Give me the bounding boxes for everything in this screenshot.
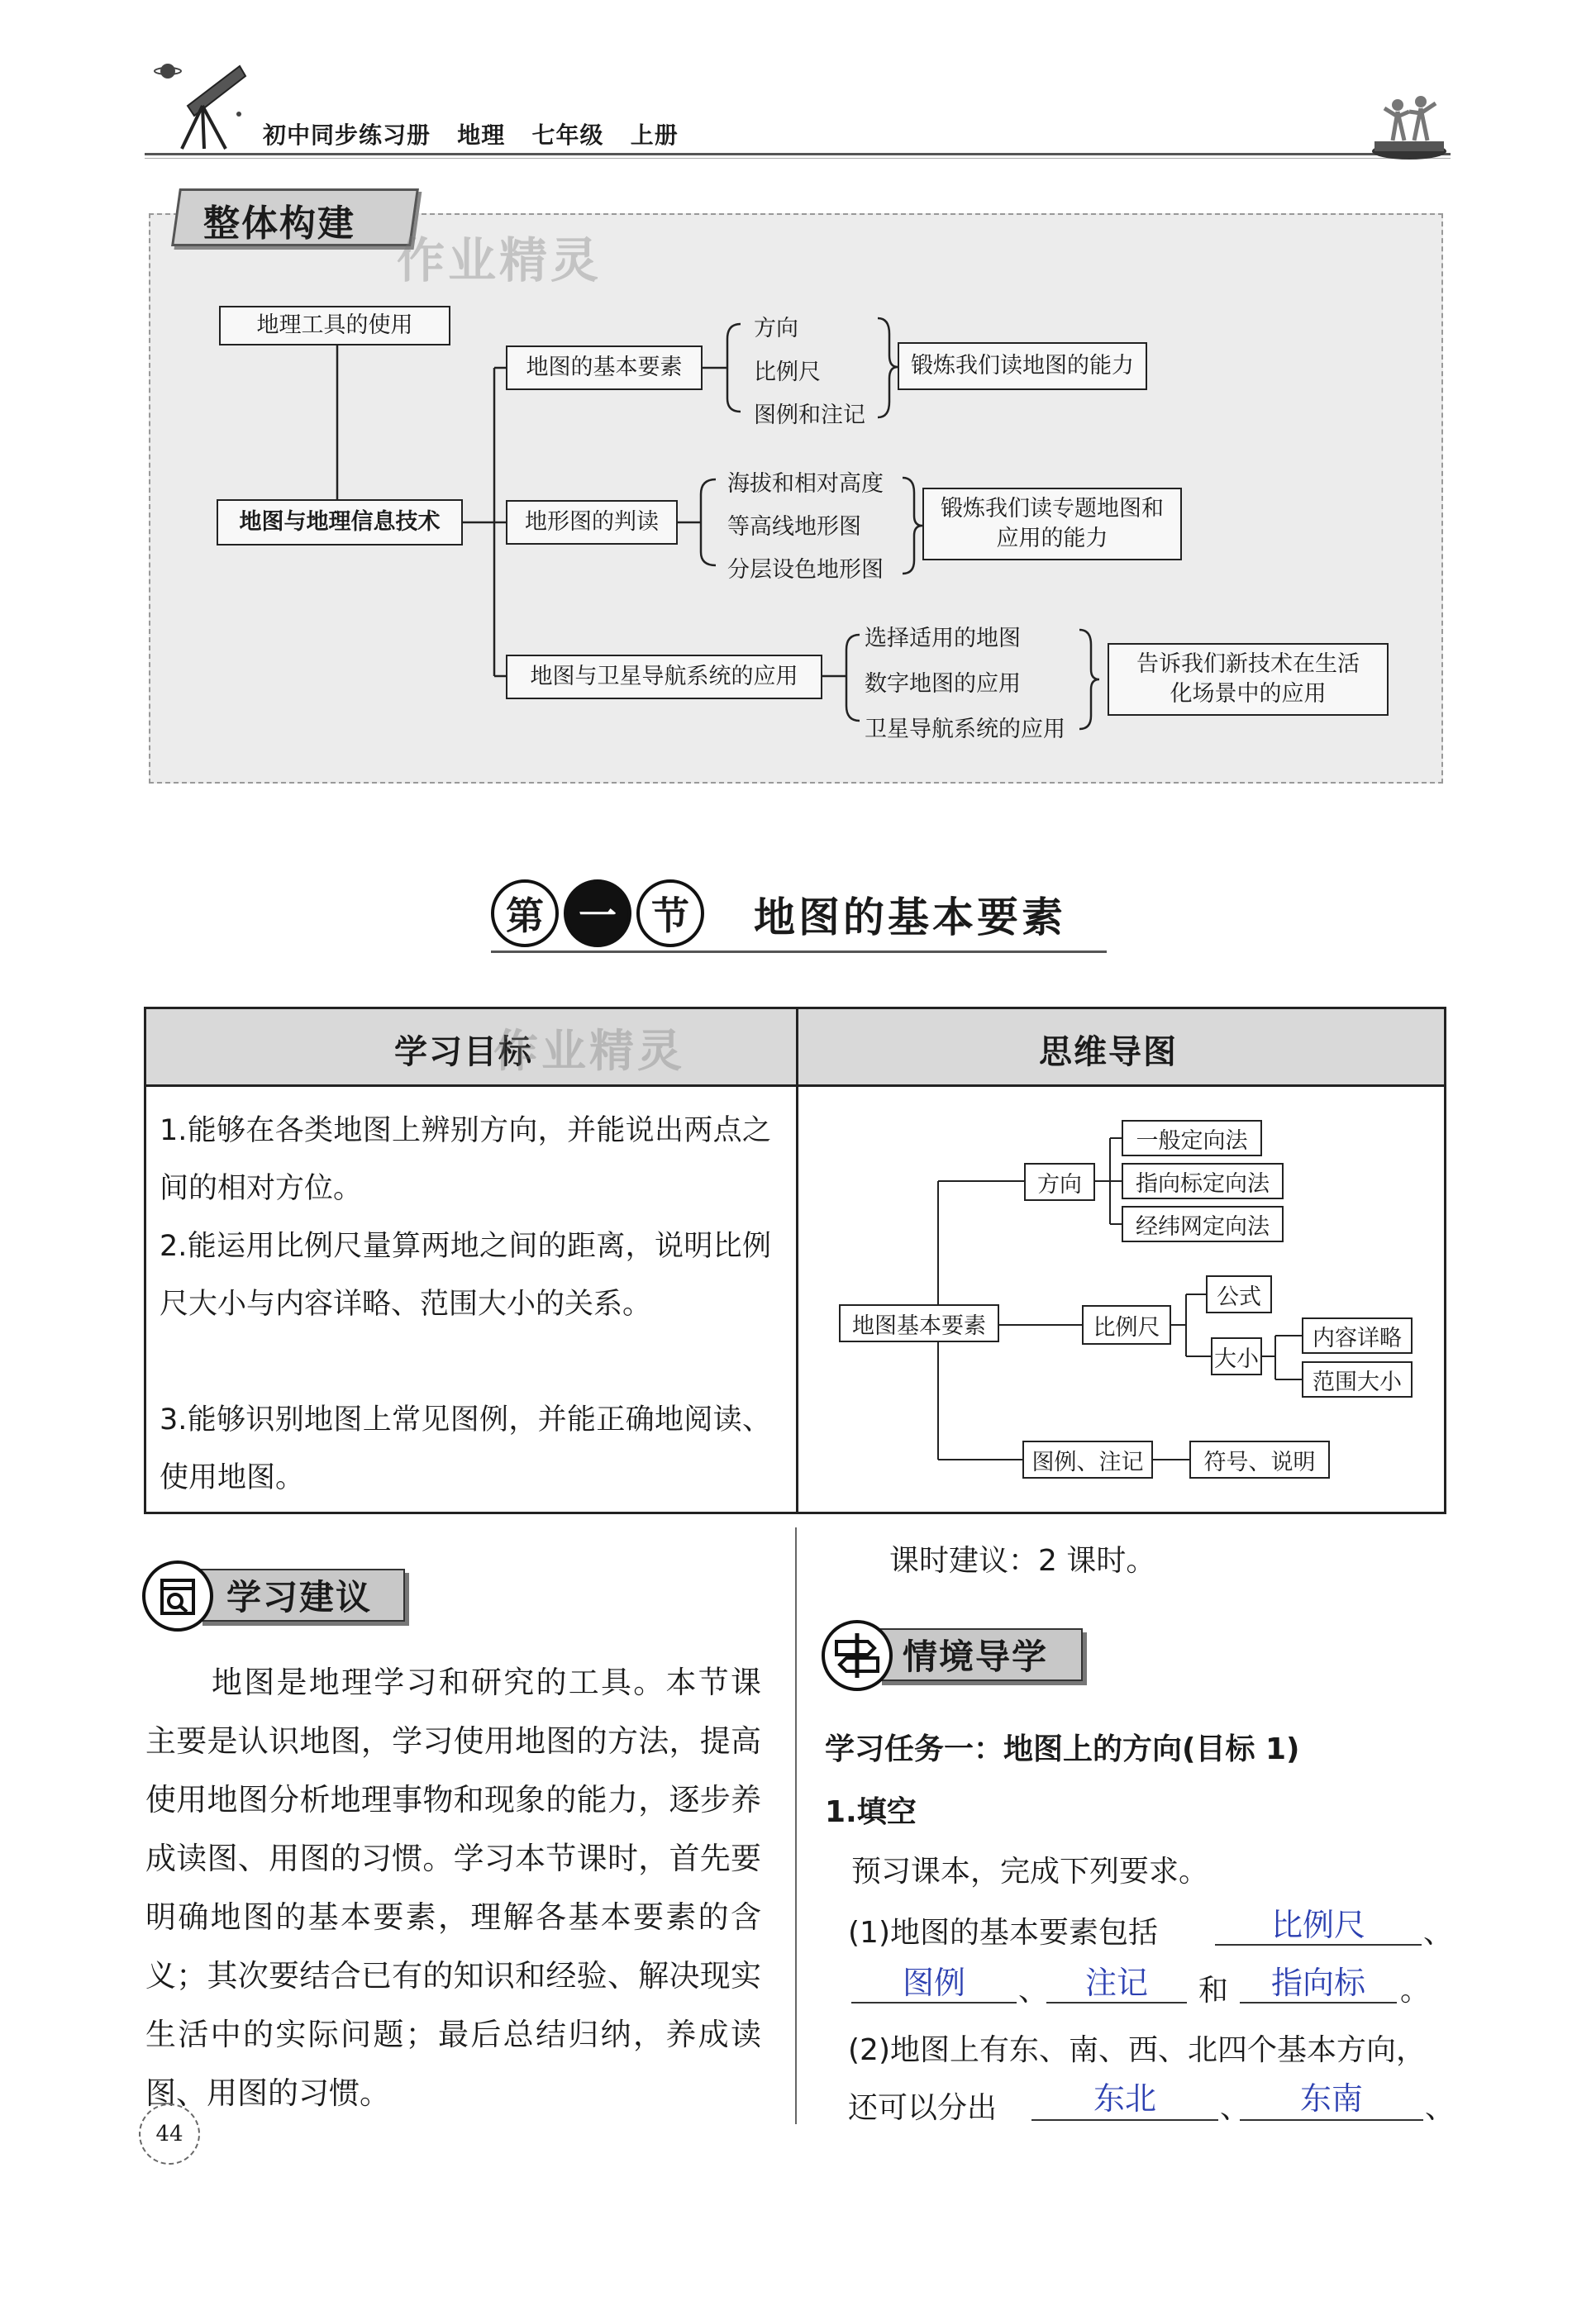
section-name: 地图的基本要素 (754, 893, 1066, 941)
section-prefix: 第 (491, 879, 559, 947)
mindmap-method: 一般定向法 (1122, 1120, 1262, 1156)
mindmap-direction: 方向 (1024, 1163, 1095, 1201)
chapter-box: 地理工具的使用 (219, 306, 450, 345)
objective-item: 1.能够在各类地图上辨别方向，并能说出两点之间的相对方位。 (160, 1114, 771, 1205)
branch3-item: 选择适用的地图 (865, 626, 1021, 651)
punct-period: 。 (1400, 1974, 1431, 2008)
branch2-result: 锻炼我们读专题地图和应用的能力 (922, 488, 1182, 560)
answer-text: 注记 (1084, 1965, 1148, 2001)
page-number: 44 (139, 2104, 200, 2165)
branch-satellite: 地图与卫星导航系统的应用 (506, 655, 822, 699)
mindmap-legend: 图例、注记 (1022, 1441, 1153, 1479)
task-heading: 学习任务一：地图上的方向(目标 1) (825, 1732, 1300, 1766)
objectives-heading: 学习目标 (394, 1033, 533, 1071)
branch1-item: 方向 (754, 316, 798, 341)
objective-item: 2.能运用比例尺量算两地之间的距离，说明比例尺大小与内容详略、范围大小的关系。 (160, 1230, 771, 1321)
q1-prefix: (1)地图的基本要素包括 (848, 1916, 1158, 1950)
watermark: 作业精灵 (397, 232, 603, 288)
branch2-item: 分层设色地形图 (727, 557, 884, 583)
punct-comma: 、 (1220, 2091, 1251, 2125)
branch2-item: 等高线地形图 (727, 514, 861, 540)
punct-comma: 、 (1423, 1916, 1454, 1950)
punct-comma: 、 (1425, 2091, 1455, 2125)
mindmap-size-item: 范围大小 (1302, 1361, 1413, 1398)
branch1-item: 比例尺 (754, 360, 821, 385)
study-advice-icon (142, 1560, 213, 1632)
column-divider (795, 1527, 797, 2124)
branch3-result: 告诉我们新技术在生活化场景中的应用 (1108, 643, 1389, 716)
answer-blank[interactable] (1240, 2119, 1423, 2121)
mindmap-method: 指向标定向法 (1122, 1163, 1284, 1199)
answer-text: 东北 (1093, 2080, 1156, 2117)
class-hours: 课时建议：2 课时。 (889, 1544, 1156, 1578)
answer-text: 图例 (902, 1965, 965, 2001)
root-box: 地图与地理信息技术 (217, 499, 463, 546)
branch1-item: 图例和注记 (754, 403, 865, 428)
branch3-item: 数字地图的应用 (865, 671, 1021, 697)
mindmap-size: 大小 (1211, 1337, 1262, 1375)
answer-blank[interactable] (1031, 2119, 1218, 2121)
overview-tag: 整体构建 (203, 202, 355, 245)
objective-item: 3.能够识别地图上常见图例，并能正确地阅读、使用地图。 (160, 1403, 771, 1494)
signpost-icon (822, 1620, 893, 1691)
answer-text: 东南 (1299, 2080, 1363, 2117)
q1-and: 和 (1198, 1974, 1229, 2008)
question-intro: 预习课本，完成下列要求。 (851, 1855, 1209, 1889)
section-underline (491, 951, 1107, 953)
study-advice-text: 地图是地理学习和研究的工具。本节课主要是认识地图，学习使用地图的方法，提高使用地图分析地理事物和现象的能力，逐步养成读图、用图的习惯。学习本节课时，首先要明确地图的基本要素，理解各基本要素的含义；其次要结合已有的知识和经验、解决现实生活中的实际问题；最后总结归纳，养成读图、用图的习惯。 (145, 1665, 761, 2111)
mindmap-legend-items: 符号、说明 (1189, 1441, 1330, 1479)
branch2-item: 海拔和相对高度 (727, 471, 884, 497)
branch-terrain: 地形图的判读 (506, 500, 678, 545)
branch-map-elements: 地图的基本要素 (506, 345, 703, 390)
mindmap-size-item: 内容详略 (1302, 1317, 1413, 1354)
section-suffix: 节 (636, 879, 704, 947)
question-type: 1.填空 (825, 1795, 917, 1829)
mindmap-scale: 比例尺 (1082, 1305, 1171, 1345)
mindmap-formula: 公式 (1206, 1275, 1272, 1313)
objectives-table (144, 1007, 1446, 1514)
answer-text: 比例尺 (1270, 1907, 1365, 1943)
situation-badge: 情境导学 (878, 1628, 1083, 1681)
mindmap-root: 地图基本要素 (839, 1304, 999, 1342)
study-advice-badge: 学习建议 (198, 1569, 405, 1622)
watermark: 作业精灵 (493, 1025, 685, 1077)
header-book-title: 初中同步练习册 地理 七年级 上册 (263, 121, 679, 149)
mindmap-heading: 思维导图 (1039, 1033, 1178, 1071)
branch1-result: 锻炼我们读地图的能力 (898, 342, 1147, 390)
branch3-item: 卫星导航系统的应用 (865, 717, 1065, 742)
section-title (0, 868, 1596, 959)
punct-comma: 、 (1018, 1974, 1049, 2008)
section-number: 一 (564, 879, 631, 947)
q2-line1: (2)地图上有东、南、西、北四个基本方向， (848, 2033, 1426, 2067)
mindmap-method: 经纬网定向法 (1122, 1206, 1284, 1242)
answer-text: 指向标 (1270, 1965, 1365, 2001)
q2-prefix: 还可以分出 (848, 2091, 998, 2125)
